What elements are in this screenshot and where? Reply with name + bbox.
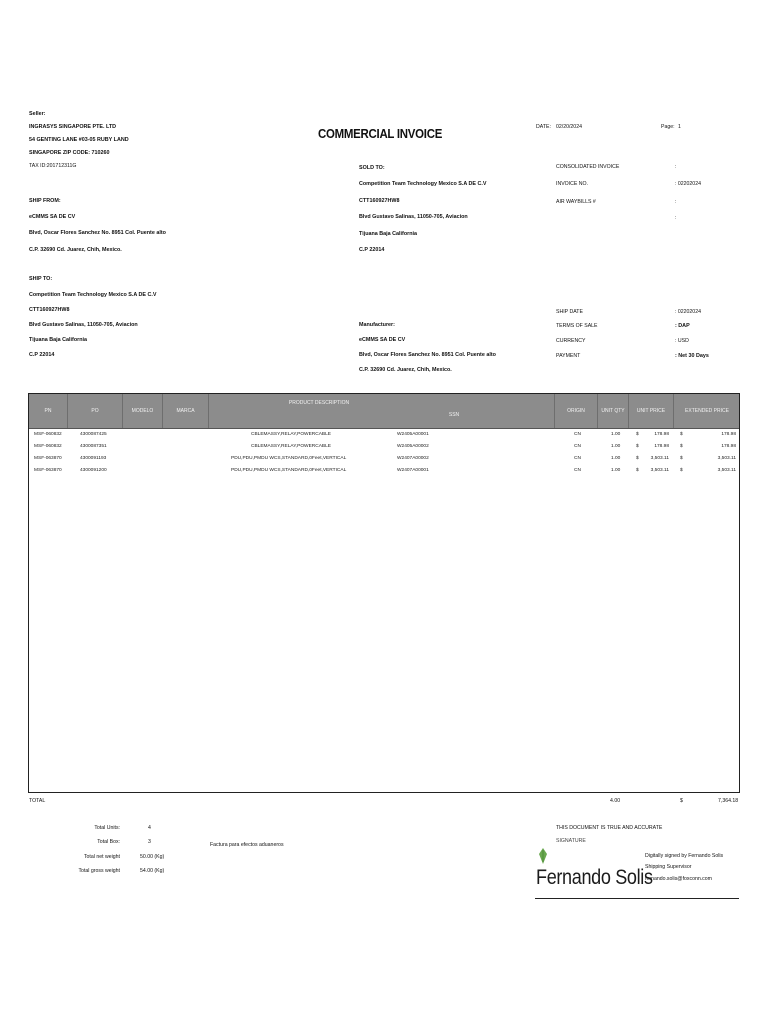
- payment-label: PAYMENT: [556, 353, 581, 359]
- header-ssn: SSN: [448, 412, 460, 418]
- ship-to-address2: Tijuana Baja California: [29, 337, 88, 343]
- cell-ssn: W2407A00002: [397, 456, 429, 461]
- cell-qty: 1.00: [611, 468, 621, 473]
- cell-pn: MSF-063870: [34, 468, 62, 473]
- seller-address2: SINGAPORE ZIP CODE: 710260: [29, 150, 110, 156]
- ship-from-label: SHIP FROM:: [29, 198, 61, 204]
- invoice-title: COMMERCIAL INVOICE: [318, 126, 443, 141]
- digital-signature-line1: Digitally signed by Fernando Solis: [645, 853, 724, 859]
- terms-of-sale-value: : DAP: [675, 323, 690, 329]
- cell-currency: $: [680, 432, 683, 437]
- cell-origin: CN: [574, 468, 581, 473]
- cell-extended-price: 178.98: [721, 444, 736, 449]
- seller-address1: 54 GENTING LANE #03-05 RUBY LAND: [29, 137, 129, 143]
- manufacturer-label: Manufacturer:: [359, 322, 395, 328]
- cell-po: 4300087351: [80, 444, 107, 449]
- cell-unit-price: 3,503.11: [650, 468, 669, 473]
- seller-name: INGRASYS SINGAPORE PTE. LTD: [29, 124, 117, 130]
- ship-date-label: SHIP DATE: [556, 309, 583, 315]
- ship-from-address2: C.P. 32690 Cd. Juarez, Chih, Mexico.: [29, 247, 122, 253]
- payment-value: : Net 30 Days: [675, 353, 709, 359]
- cell-po: 4300087425: [80, 432, 107, 437]
- date-label: DATE:: [536, 124, 551, 130]
- header-marca: MARCA: [163, 394, 209, 428]
- gross-weight-label: Total gross weight: [78, 868, 120, 874]
- seller-tax-id: TAX ID:201712311G: [29, 163, 77, 169]
- cell-unit-price: 178.98: [654, 432, 669, 437]
- header-extended-price: EXTENDED PRICE: [685, 408, 729, 414]
- header-unit-price: UNIT PRICE: [629, 394, 674, 428]
- seller-label: Seller:: [29, 111, 46, 117]
- cell-qty: 1.00: [611, 444, 621, 449]
- items-table: [28, 393, 740, 793]
- cell-currency: $: [680, 456, 683, 461]
- signature-label: SIGNATURE: [556, 838, 586, 844]
- cell-ssn: W2405A00001: [397, 432, 429, 437]
- ship-date-value: : 02202024: [675, 309, 701, 315]
- total-currency: $: [680, 798, 683, 804]
- signature-mark-icon: [538, 848, 548, 864]
- gross-weight-value: 54.00 (Kg): [140, 868, 165, 874]
- table-header: [29, 394, 739, 429]
- cell-qty: 1.00: [611, 432, 621, 437]
- ship-from-name: eCMMS SA DE CV: [29, 214, 76, 220]
- ship-from-address1: Blvd, Oscar Flores Sanchez No. 8951 Col. Puente alto: [29, 230, 166, 236]
- cell-po: 4300091193: [80, 456, 107, 461]
- total-amount: 7,364.18: [718, 798, 739, 804]
- manufacturer-address2: C.P. 32690 Cd. Juarez, Chih, Mexico.: [359, 367, 452, 373]
- sold-to-address1: Blvd Gustavo Salinas, 11050-705, Aviacion: [359, 214, 468, 220]
- cell-description: PDU,PDU,PMDU WCS,STANDARD,0Feet,VERTICAL: [231, 468, 347, 473]
- ship-to-id: CTT160927HW8: [29, 307, 70, 313]
- signature-underline: [535, 898, 739, 899]
- air-waybills-value: :: [675, 199, 677, 205]
- cell-currency: $: [636, 432, 639, 437]
- cell-pn: MSF-063870: [34, 456, 62, 461]
- cell-description: CBLEMASSY,RELAY,POWERCABLE: [251, 444, 331, 449]
- page-value: 1: [678, 124, 681, 130]
- header-description: PRODUCT DESCRIPTION: [288, 400, 350, 406]
- cell-extended-price: 3,503.11: [717, 456, 736, 461]
- sold-to-name: Competition Team Technology Mexico S.A DE C.V: [359, 181, 487, 187]
- total-box-label: Total Box:: [97, 839, 120, 845]
- date-value: 02/20/2024: [556, 124, 582, 130]
- total-qty: 4.00: [610, 798, 621, 804]
- cell-origin: CN: [574, 456, 581, 461]
- terms-of-sale-label: TERMS OF SALE: [556, 323, 598, 329]
- manufacturer-address1: Blvd, Oscar Flores Sanchez No. 8951 Col. Puente alto: [359, 352, 496, 358]
- air-waybills-label: AIR WAYBILLS #: [556, 199, 596, 205]
- digital-signature-line2: Shipping Supervisor: [645, 864, 692, 870]
- total-units-value: 4: [148, 825, 151, 831]
- cell-currency: $: [636, 456, 639, 461]
- ship-to-address1: Blvd Gustavo Salinas, 11050-705, Aviacion: [29, 322, 138, 328]
- cell-currency: $: [680, 468, 683, 473]
- total-box-value: 3: [148, 839, 151, 845]
- sold-to-label: SOLD TO:: [359, 165, 385, 171]
- net-weight-label: Total net weight: [83, 854, 120, 860]
- header-po: PO: [68, 394, 123, 428]
- cell-extended-price: 3,503.11: [717, 468, 736, 473]
- cell-ssn: W2405A00002: [397, 444, 429, 449]
- digital-signature-line3: fernando.solis@foxconn.com: [645, 876, 712, 882]
- header-unit-qty: UNIT QTY: [598, 394, 629, 428]
- accuracy-statement: THIS DOCUMENT IS TRUE AND ACCURATE: [556, 825, 663, 831]
- net-weight-value: 50.00 (Kg): [140, 854, 165, 860]
- ship-to-zip: C.P 22014: [29, 352, 55, 358]
- table-row: [29, 453, 739, 465]
- total-label: TOTAL: [29, 798, 46, 804]
- consolidated-value: :: [675, 164, 677, 170]
- cell-qty: 1.00: [611, 456, 621, 461]
- cell-ssn: W2407A00001: [397, 468, 429, 473]
- header-modelo: MODELO: [123, 394, 163, 428]
- currency-value: : USD: [675, 338, 689, 344]
- invoice-no-label: INVOICE NO.: [556, 181, 588, 187]
- signature-name: Fernando Solis: [536, 866, 653, 889]
- cell-pn: MSF-060832: [34, 432, 62, 437]
- currency-label: CURRENCY: [556, 338, 586, 344]
- cell-unit-price: 178.98: [654, 444, 669, 449]
- cell-extended-price: 178.98: [721, 432, 736, 437]
- cell-origin: CN: [574, 432, 581, 437]
- extra-value: :: [675, 215, 677, 221]
- header-origin: ORIGIN: [555, 394, 598, 428]
- invoice-no-value: : 02202024: [675, 181, 701, 187]
- table-row: [29, 441, 739, 453]
- cell-currency: $: [680, 444, 683, 449]
- header-description-ssn: [209, 394, 555, 428]
- cell-unit-price: 3,503.11: [650, 456, 669, 461]
- cell-description: PDU,PDU,PMDU WCS,STANDARD,0Feet,VERTICAL: [231, 456, 347, 461]
- ship-to-label: SHIP TO:: [29, 276, 53, 282]
- total-units-label: Total Units:: [94, 825, 120, 831]
- cell-currency: $: [636, 468, 639, 473]
- sold-to-id: CTT160927HW8: [359, 198, 400, 204]
- sold-to-address2: Tijuana Baja California: [359, 231, 418, 237]
- manufacturer-name: eCMMS SA DE CV: [359, 337, 406, 343]
- table-row: [29, 465, 739, 477]
- header-pn: PN: [29, 394, 68, 428]
- cell-origin: CN: [574, 444, 581, 449]
- cell-po: 4300091200: [80, 468, 107, 473]
- sold-to-zip: C.P 22014: [359, 247, 385, 253]
- cell-description: CBLEMASSY,RELAY,POWERCABLE: [251, 432, 331, 437]
- ship-to-name: Competition Team Technology Mexico S.A DE C.V: [29, 292, 157, 298]
- consolidated-label: CONSOLIDATED INVOICE: [556, 164, 620, 170]
- cell-pn: MSF-060832: [34, 444, 62, 449]
- customs-note: Factura para efectos aduaneros: [210, 842, 284, 848]
- cell-currency: $: [636, 444, 639, 449]
- table-row: [29, 429, 739, 441]
- page-label: Page:: [661, 124, 675, 130]
